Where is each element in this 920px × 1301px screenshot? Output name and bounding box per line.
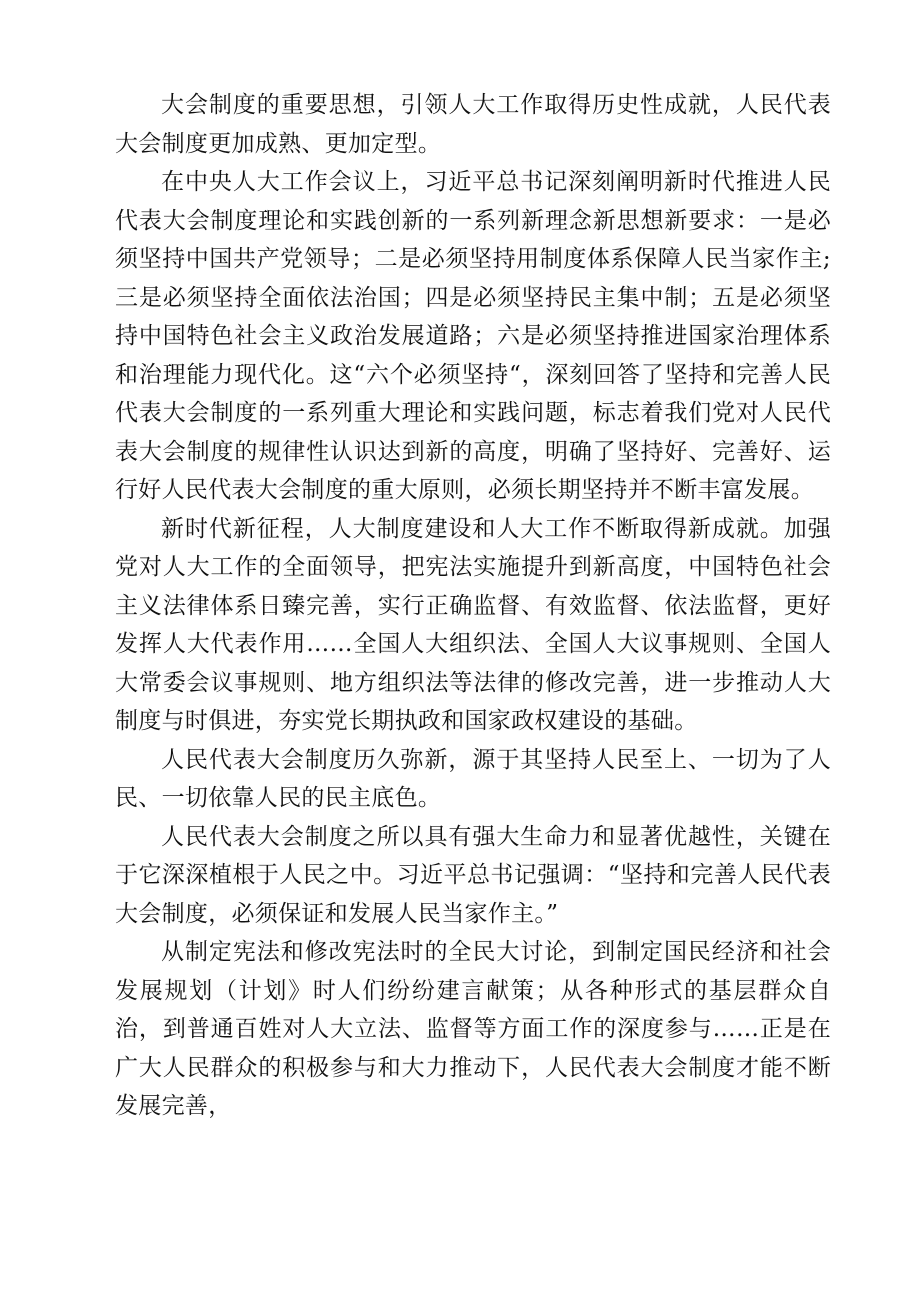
document-body — [115, 86, 831, 1126]
paragraph-4: 人民代表大会制度历久弥新，源于其坚持人民至上、一切为了人民、一切依靠人民的民主底色。 — [115, 746, 831, 811]
paragraph-1: 大会制度的重要思想，引领人大工作取得历史性成就，人民代表大会制度更加成熟、更加定型。 — [115, 92, 831, 157]
paragraph-6: 从制定宪法和修改宪法时的全民大讨论，到制定国民经济和社会发展规划（计划》时人们纷纷建言献策；从各种形式的基层群众自治，到普通百姓对人大立法、监督等方面工作的深度参与……正是在广大人民群众的积极参与和大力推动下，人民代表大会制度才能不断发展完善， — [115, 939, 831, 1119]
paragraph-2: 在中央人大工作会议上，习近平总书记深刻阐明新时代推进人民代表大会制度理论和实践创新的一系列新理念新思想新要求：一是必须坚持中国共产党领导；二是必须坚持用制度体系保障人民当家作主;三是必须坚持全面依法治国；四是必须坚持民主集中制；五是必须坚持中国特色社会主义政治发展道路；六是必须坚持推进国家治理体系和治理能力现代化。这“六个必须坚持“，深刻回答了坚持和完善人民代表大会制度的一系列重大理论和实践问题，标志着我们党对人民代表大会制度的规律性认识达到新的高度，明确了坚持好、完善好、运行好人民代表大会制度的重大原则，必须长期坚持并不断丰富发展。 — [115, 169, 831, 503]
paragraph-3: 新时代新征程，人大制度建设和人大工作不断取得新成就。加强党对人大工作的全面领导，把宪法实施提升到新高度，中国特色社会主义法律体系日臻完善，实行正确监督、有效监督、依法监督，更好发挥人大代表作用……全国人大组织法、全国人大议事规则、全国人大常委会议事规则、地方组织法等法律的修改完善，进一步推动人大制度与时俱进，夯实党长期执政和国家政权建设的基础。 — [115, 515, 831, 734]
paragraph-5: 人民代表大会制度之所以具有强大生命力和显著优越性，关键在于它深深植根于人民之中。习近平总书记强调：“坚持和完善人民代表大会制度，必须保证和发展人民当家作主。” — [115, 823, 831, 927]
